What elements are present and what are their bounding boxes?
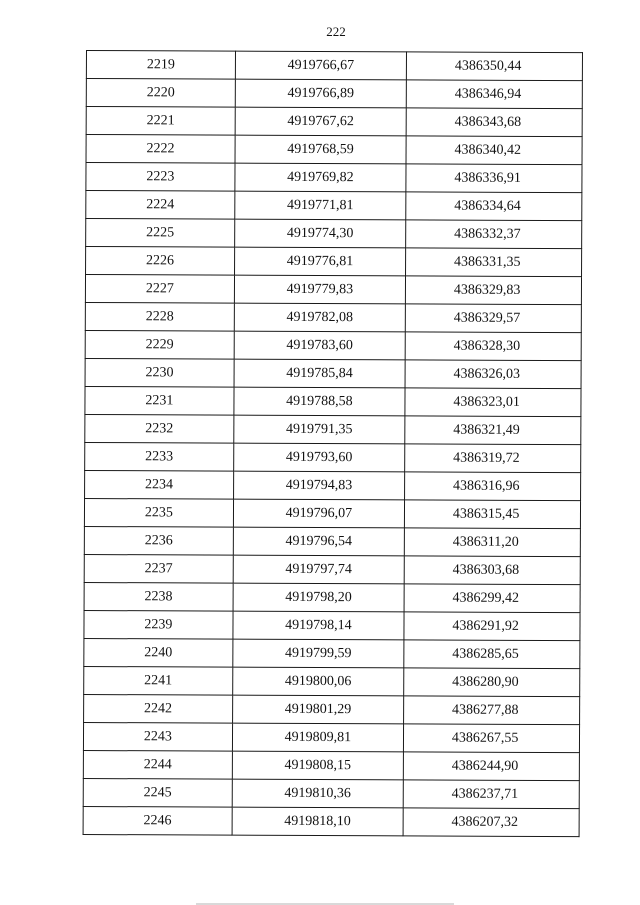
point-number-cell: 2242 [84, 694, 233, 723]
table-row [83, 722, 579, 752]
point-number-cell: 2234 [85, 470, 234, 499]
table-row [86, 107, 582, 137]
table-row [85, 414, 581, 444]
point-number-cell: 2240 [84, 638, 233, 667]
table-row [85, 470, 581, 500]
x-coordinate-cell: 4919794,83 [233, 471, 404, 500]
point-number-cell: 2230 [85, 358, 234, 387]
table-row [86, 51, 582, 81]
table-row [84, 666, 580, 696]
y-coordinate-cell: 4386346,94 [406, 80, 582, 109]
x-coordinate-cell: 4919785,84 [234, 359, 405, 388]
x-coordinate-cell: 4919768,59 [235, 135, 406, 164]
point-number-cell: 2232 [85, 414, 234, 443]
y-coordinate-cell: 4386350,44 [406, 52, 582, 81]
x-coordinate-cell: 4919796,54 [233, 527, 404, 556]
point-number-cell: 2238 [84, 582, 233, 611]
table-row [85, 302, 581, 332]
y-coordinate-cell: 4386267,55 [403, 724, 579, 753]
x-coordinate-cell: 4919774,30 [235, 219, 406, 248]
x-coordinate-cell: 4919788,58 [234, 387, 405, 416]
point-number-cell: 2227 [85, 275, 234, 304]
point-number-cell: 2244 [83, 750, 232, 779]
point-number-cell: 2221 [86, 107, 235, 136]
y-coordinate-cell: 4386343,68 [406, 108, 582, 137]
table-row [84, 638, 580, 668]
table-row [84, 610, 580, 640]
point-number-cell: 2224 [86, 191, 235, 220]
x-coordinate-cell: 4919810,36 [232, 779, 403, 808]
x-coordinate-cell: 4919818,10 [232, 807, 403, 836]
table-row [83, 806, 579, 836]
point-number-cell: 2223 [86, 163, 235, 192]
point-number-cell: 2231 [85, 386, 234, 415]
y-coordinate-cell: 4386323,01 [405, 388, 581, 417]
y-coordinate-cell: 4386321,49 [405, 416, 581, 445]
x-coordinate-cell: 4919801,29 [232, 695, 403, 724]
table-row [86, 163, 582, 193]
table-row [86, 191, 582, 221]
x-coordinate-cell: 4919791,35 [234, 415, 405, 444]
y-coordinate-cell: 4386340,42 [406, 136, 582, 165]
x-coordinate-cell: 4919771,81 [235, 191, 406, 220]
y-coordinate-cell: 4386299,42 [404, 584, 580, 613]
point-number-cell: 2237 [84, 554, 233, 583]
x-coordinate-cell: 4919767,62 [235, 107, 406, 136]
table-row [84, 554, 580, 584]
y-coordinate-cell: 4386329,83 [405, 276, 581, 305]
x-coordinate-cell: 4919796,07 [233, 499, 404, 528]
x-coordinate-cell: 4919809,81 [232, 723, 403, 752]
table-row [84, 498, 580, 528]
x-coordinate-cell: 4919800,06 [233, 667, 404, 696]
table-row [85, 275, 581, 305]
coordinates-table [83, 50, 583, 837]
x-coordinate-cell: 4919799,59 [233, 639, 404, 668]
y-coordinate-cell: 4386280,90 [404, 668, 580, 697]
y-coordinate-cell: 4386237,71 [403, 780, 579, 809]
x-coordinate-cell: 4919766,67 [235, 51, 406, 80]
point-number-cell: 2236 [84, 526, 233, 555]
x-coordinate-cell: 4919793,60 [234, 443, 405, 472]
y-coordinate-cell: 4386303,68 [404, 556, 580, 585]
y-coordinate-cell: 4386316,96 [404, 472, 580, 501]
y-coordinate-cell: 4386332,37 [406, 220, 582, 249]
y-coordinate-cell: 4386285,65 [404, 640, 580, 669]
y-coordinate-cell: 4386311,20 [404, 528, 580, 557]
point-number-cell: 2245 [83, 778, 232, 807]
x-coordinate-cell: 4919779,83 [234, 275, 405, 304]
point-number-cell: 2219 [86, 51, 235, 80]
y-coordinate-cell: 4386336,91 [406, 164, 582, 193]
x-coordinate-cell: 4919766,89 [235, 79, 406, 108]
y-coordinate-cell: 4386291,92 [404, 612, 580, 641]
table-row [85, 442, 581, 472]
point-number-cell: 2235 [84, 498, 233, 527]
y-coordinate-cell: 4386329,57 [405, 304, 581, 333]
table-row [85, 330, 581, 360]
table-row [84, 582, 580, 612]
point-number-cell: 2226 [86, 247, 235, 276]
point-number-cell: 2241 [84, 666, 233, 695]
x-coordinate-cell: 4919798,20 [233, 583, 404, 612]
point-number-cell: 2243 [83, 722, 232, 751]
x-coordinate-cell: 4919769,82 [235, 163, 406, 192]
y-coordinate-cell: 4386328,30 [405, 332, 581, 361]
page-number: 222 [326, 24, 346, 39]
x-coordinate-cell: 4919798,14 [233, 611, 404, 640]
x-coordinate-cell: 4919783,60 [234, 331, 405, 360]
x-coordinate-cell: 4919776,81 [234, 247, 405, 276]
point-number-cell: 2239 [84, 610, 233, 639]
x-coordinate-cell: 4919782,08 [234, 303, 405, 332]
table-row [86, 135, 582, 165]
point-number-cell: 2228 [85, 302, 234, 331]
y-coordinate-cell: 4386326,03 [405, 360, 581, 389]
point-number-cell: 2222 [86, 135, 235, 164]
table-row [84, 694, 580, 724]
table-row [86, 219, 582, 249]
y-coordinate-cell: 4386315,45 [404, 500, 580, 529]
y-coordinate-cell: 4386244,90 [403, 752, 579, 781]
coordinates-table-body [83, 51, 582, 837]
table-row [86, 79, 582, 109]
table-row [85, 386, 581, 416]
table-row [84, 526, 580, 556]
point-number-cell: 2229 [85, 330, 234, 359]
x-coordinate-cell: 4919797,74 [233, 555, 404, 584]
point-number-cell: 2220 [86, 79, 235, 108]
point-number-cell: 2233 [85, 442, 234, 471]
y-coordinate-cell: 4386331,35 [405, 248, 581, 277]
table-row [83, 750, 579, 780]
x-coordinate-cell: 4919808,15 [232, 751, 403, 780]
table-row [83, 778, 579, 808]
point-number-cell: 2225 [86, 219, 235, 248]
y-coordinate-cell: 4386319,72 [405, 444, 581, 473]
y-coordinate-cell: 4386334,64 [406, 192, 582, 221]
y-coordinate-cell: 4386277,88 [403, 696, 579, 725]
y-coordinate-cell: 4386207,32 [403, 808, 579, 837]
table-row [85, 358, 581, 388]
table-row [86, 247, 582, 277]
point-number-cell: 2246 [83, 806, 232, 835]
